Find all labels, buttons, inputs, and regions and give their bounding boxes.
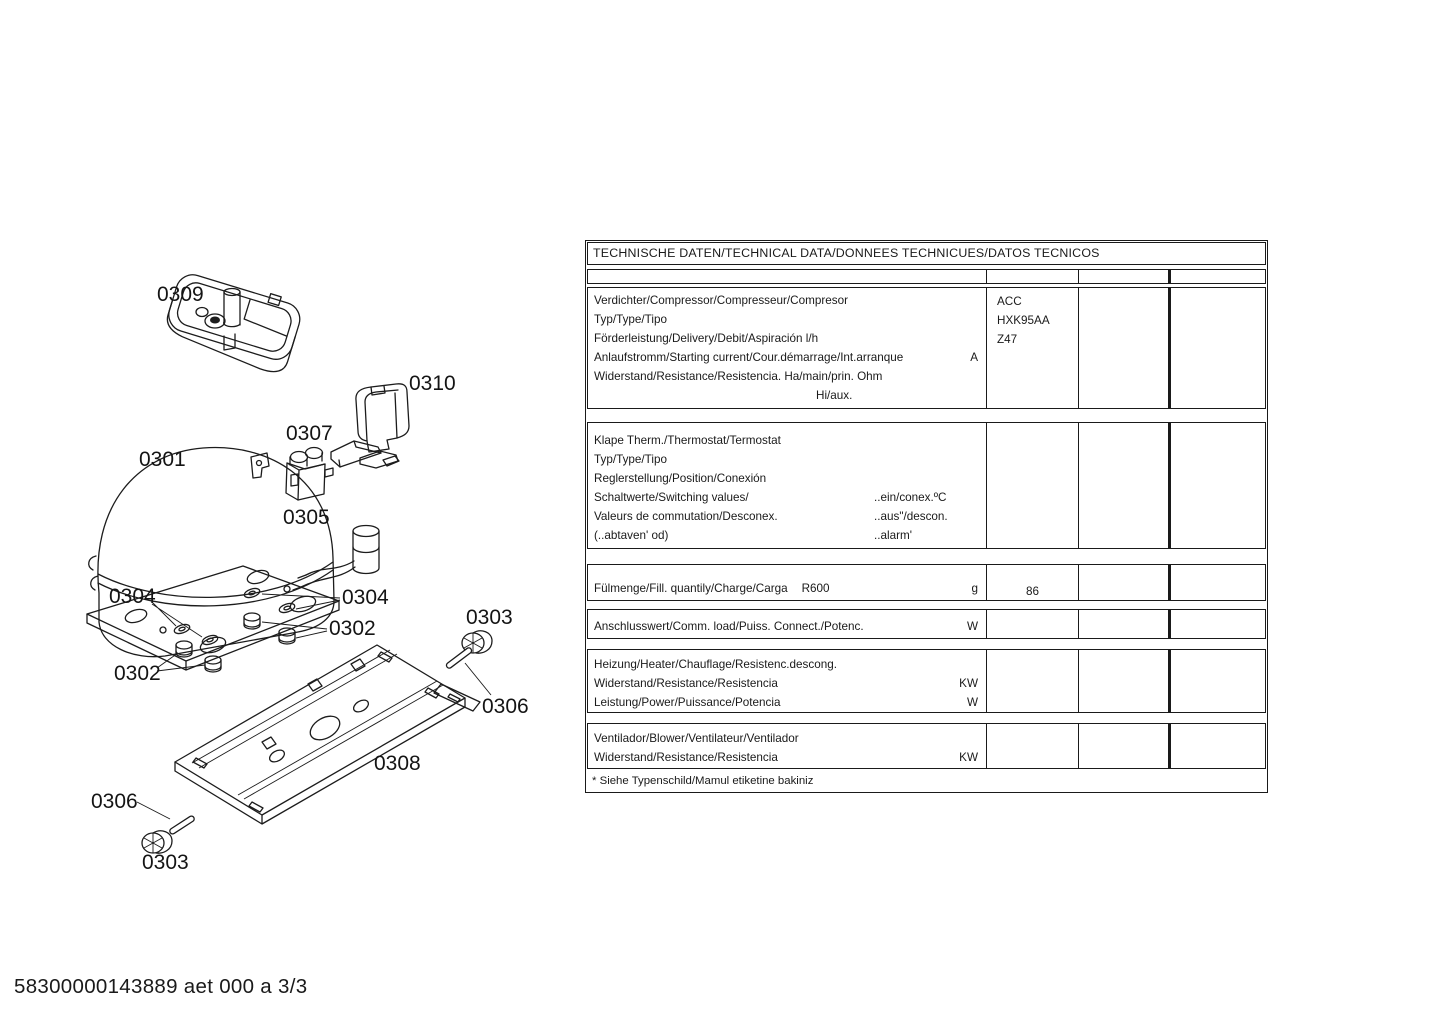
spec-sublabel: ..alarm' xyxy=(874,529,912,542)
technical-data-table xyxy=(585,240,1268,793)
exploded-parts-diagram xyxy=(0,0,580,1019)
table-block-charge xyxy=(587,564,1266,601)
spec-label: Hi/aux. xyxy=(816,389,853,402)
part-label-0302-right: 0302 xyxy=(329,617,376,640)
part-label-0304-left: 0304 xyxy=(109,585,156,608)
part-label-0304-right: 0304 xyxy=(342,586,389,609)
spec-label: Förderleistung/Delivery/Debit/Aspiración l/h xyxy=(594,332,819,345)
table-block-thermostat xyxy=(587,422,1266,549)
table-title: TECHNISCHE DATEN/TECHNICAL DATA/DONNEES TECHNICUES/DATOS TECNICOS xyxy=(587,242,1266,265)
spec-unit: g xyxy=(971,582,978,595)
grommet-parts xyxy=(176,613,295,672)
empty-value-cell xyxy=(987,724,1079,768)
empty-value-cell xyxy=(987,423,1079,548)
empty-value-cell xyxy=(1079,423,1171,548)
empty-value-cell xyxy=(987,650,1079,712)
spec-label: Fülmenge/Fill. quantily/Charge/Carga xyxy=(594,582,788,595)
column-header-label xyxy=(588,270,987,283)
part-labels xyxy=(91,283,529,874)
compressor-value-line: Z47 xyxy=(997,333,1018,346)
empty-value-cell xyxy=(1079,724,1171,768)
spec-label: Valeurs de commutation/Desconex. xyxy=(594,510,778,523)
spec-label: Verdichter/Compressor/Compresseur/Compresor xyxy=(594,294,848,307)
compressor-value-line: ACC xyxy=(997,295,1022,308)
document-number: 58300000143889 aet 000 a 3/3 xyxy=(14,975,308,998)
spec-label: Klape Therm./Thermostat/Termostat xyxy=(594,434,781,447)
column-header-value3 xyxy=(1171,270,1265,283)
capacitor-part xyxy=(293,526,379,591)
part-label-0301: 0301 xyxy=(139,448,186,471)
part-label-0302-left: 0302 xyxy=(114,662,161,685)
spec-label: (..abtaven' od) xyxy=(594,529,669,542)
spec-label: Anlaufstromm/Starting current/Cour.démarrage/Int.arranque xyxy=(594,351,904,364)
table-block-heater xyxy=(587,649,1266,713)
spec-unit: W xyxy=(966,620,978,633)
spec-label: Reglerstellung/Position/Conexión xyxy=(594,472,767,485)
relay-cover-part xyxy=(356,384,409,452)
spec-label: Widerstand/Resistance/Resistencia. Ha/main/prin. Ohm xyxy=(594,370,883,383)
part-label-0303-right: 0303 xyxy=(466,606,513,629)
spec-label: Leistung/Power/Puissance/Potencia xyxy=(594,696,781,709)
table-block-compressor xyxy=(587,287,1266,409)
compressor-value-line: HXK95AA xyxy=(997,314,1050,327)
spec-unit: KW xyxy=(959,751,978,764)
empty-value-cell xyxy=(1171,288,1265,408)
part-label-0303-left: 0303 xyxy=(142,851,189,874)
column-header-value1 xyxy=(987,270,1079,283)
table-footnote: * Siehe Typenschild/Mamul etiketine bakiniz xyxy=(592,775,814,787)
empty-value-cell xyxy=(1171,423,1265,548)
spec-label: Widerstand/Resistance/Resistencia xyxy=(594,677,778,690)
empty-value-cell xyxy=(1171,610,1265,638)
part-label-0306-right: 0306 xyxy=(482,695,529,718)
part-label-0305: 0305 xyxy=(283,506,330,529)
spec-label: Ventilador/Blower/Ventilateur/Ventilador xyxy=(594,732,799,745)
column-header-value2 xyxy=(1079,270,1171,283)
empty-value-cell xyxy=(1079,288,1171,408)
empty-value-cell xyxy=(1171,650,1265,712)
empty-value-cell xyxy=(1079,650,1171,712)
base-plate-part xyxy=(175,645,480,824)
charge-value: 86 xyxy=(1025,585,1039,598)
spec-unit: W xyxy=(966,696,978,709)
part-label-0310: 0310 xyxy=(409,372,456,395)
table-block-blower xyxy=(587,723,1266,769)
spec-sublabel: ..aus"/descon. xyxy=(874,510,948,523)
spec-label: Anschlusswert/Comm. load/Puiss. Connect./Potenc. xyxy=(594,620,864,633)
spec-sublabel: ..ein/conex.ºC xyxy=(874,491,947,504)
starter-relay-part xyxy=(286,448,333,501)
refrigerant-type: R600 xyxy=(801,582,830,595)
empty-value-cell xyxy=(1079,565,1171,600)
spec-label: Typ/Type/Tipo xyxy=(594,453,667,466)
spec-label: Schaltwerte/Switching values/ xyxy=(594,491,749,504)
part-label-0309: 0309 xyxy=(157,283,204,306)
empty-value-cell xyxy=(1171,724,1265,768)
spec-unit: KW xyxy=(959,677,978,690)
spec-label: Widerstand/Resistance/Resistencia xyxy=(594,751,778,764)
spec-unit: A xyxy=(970,351,978,364)
part-label-0308: 0308 xyxy=(374,752,421,775)
empty-value-cell xyxy=(987,610,1079,638)
spec-label: Heizung/Heater/Chauflage/Resistenc.descong. xyxy=(594,658,837,671)
part-label-0307: 0307 xyxy=(286,422,333,445)
mounting-bracket-part xyxy=(331,441,399,468)
table-block-connected-load xyxy=(587,609,1266,639)
part-label-0306-left: 0306 xyxy=(91,790,138,813)
spec-label: Typ/Type/Tipo xyxy=(594,313,667,326)
empty-value-cell xyxy=(1079,610,1171,638)
table-column-header-row xyxy=(587,269,1266,284)
empty-value-cell xyxy=(1171,565,1265,600)
